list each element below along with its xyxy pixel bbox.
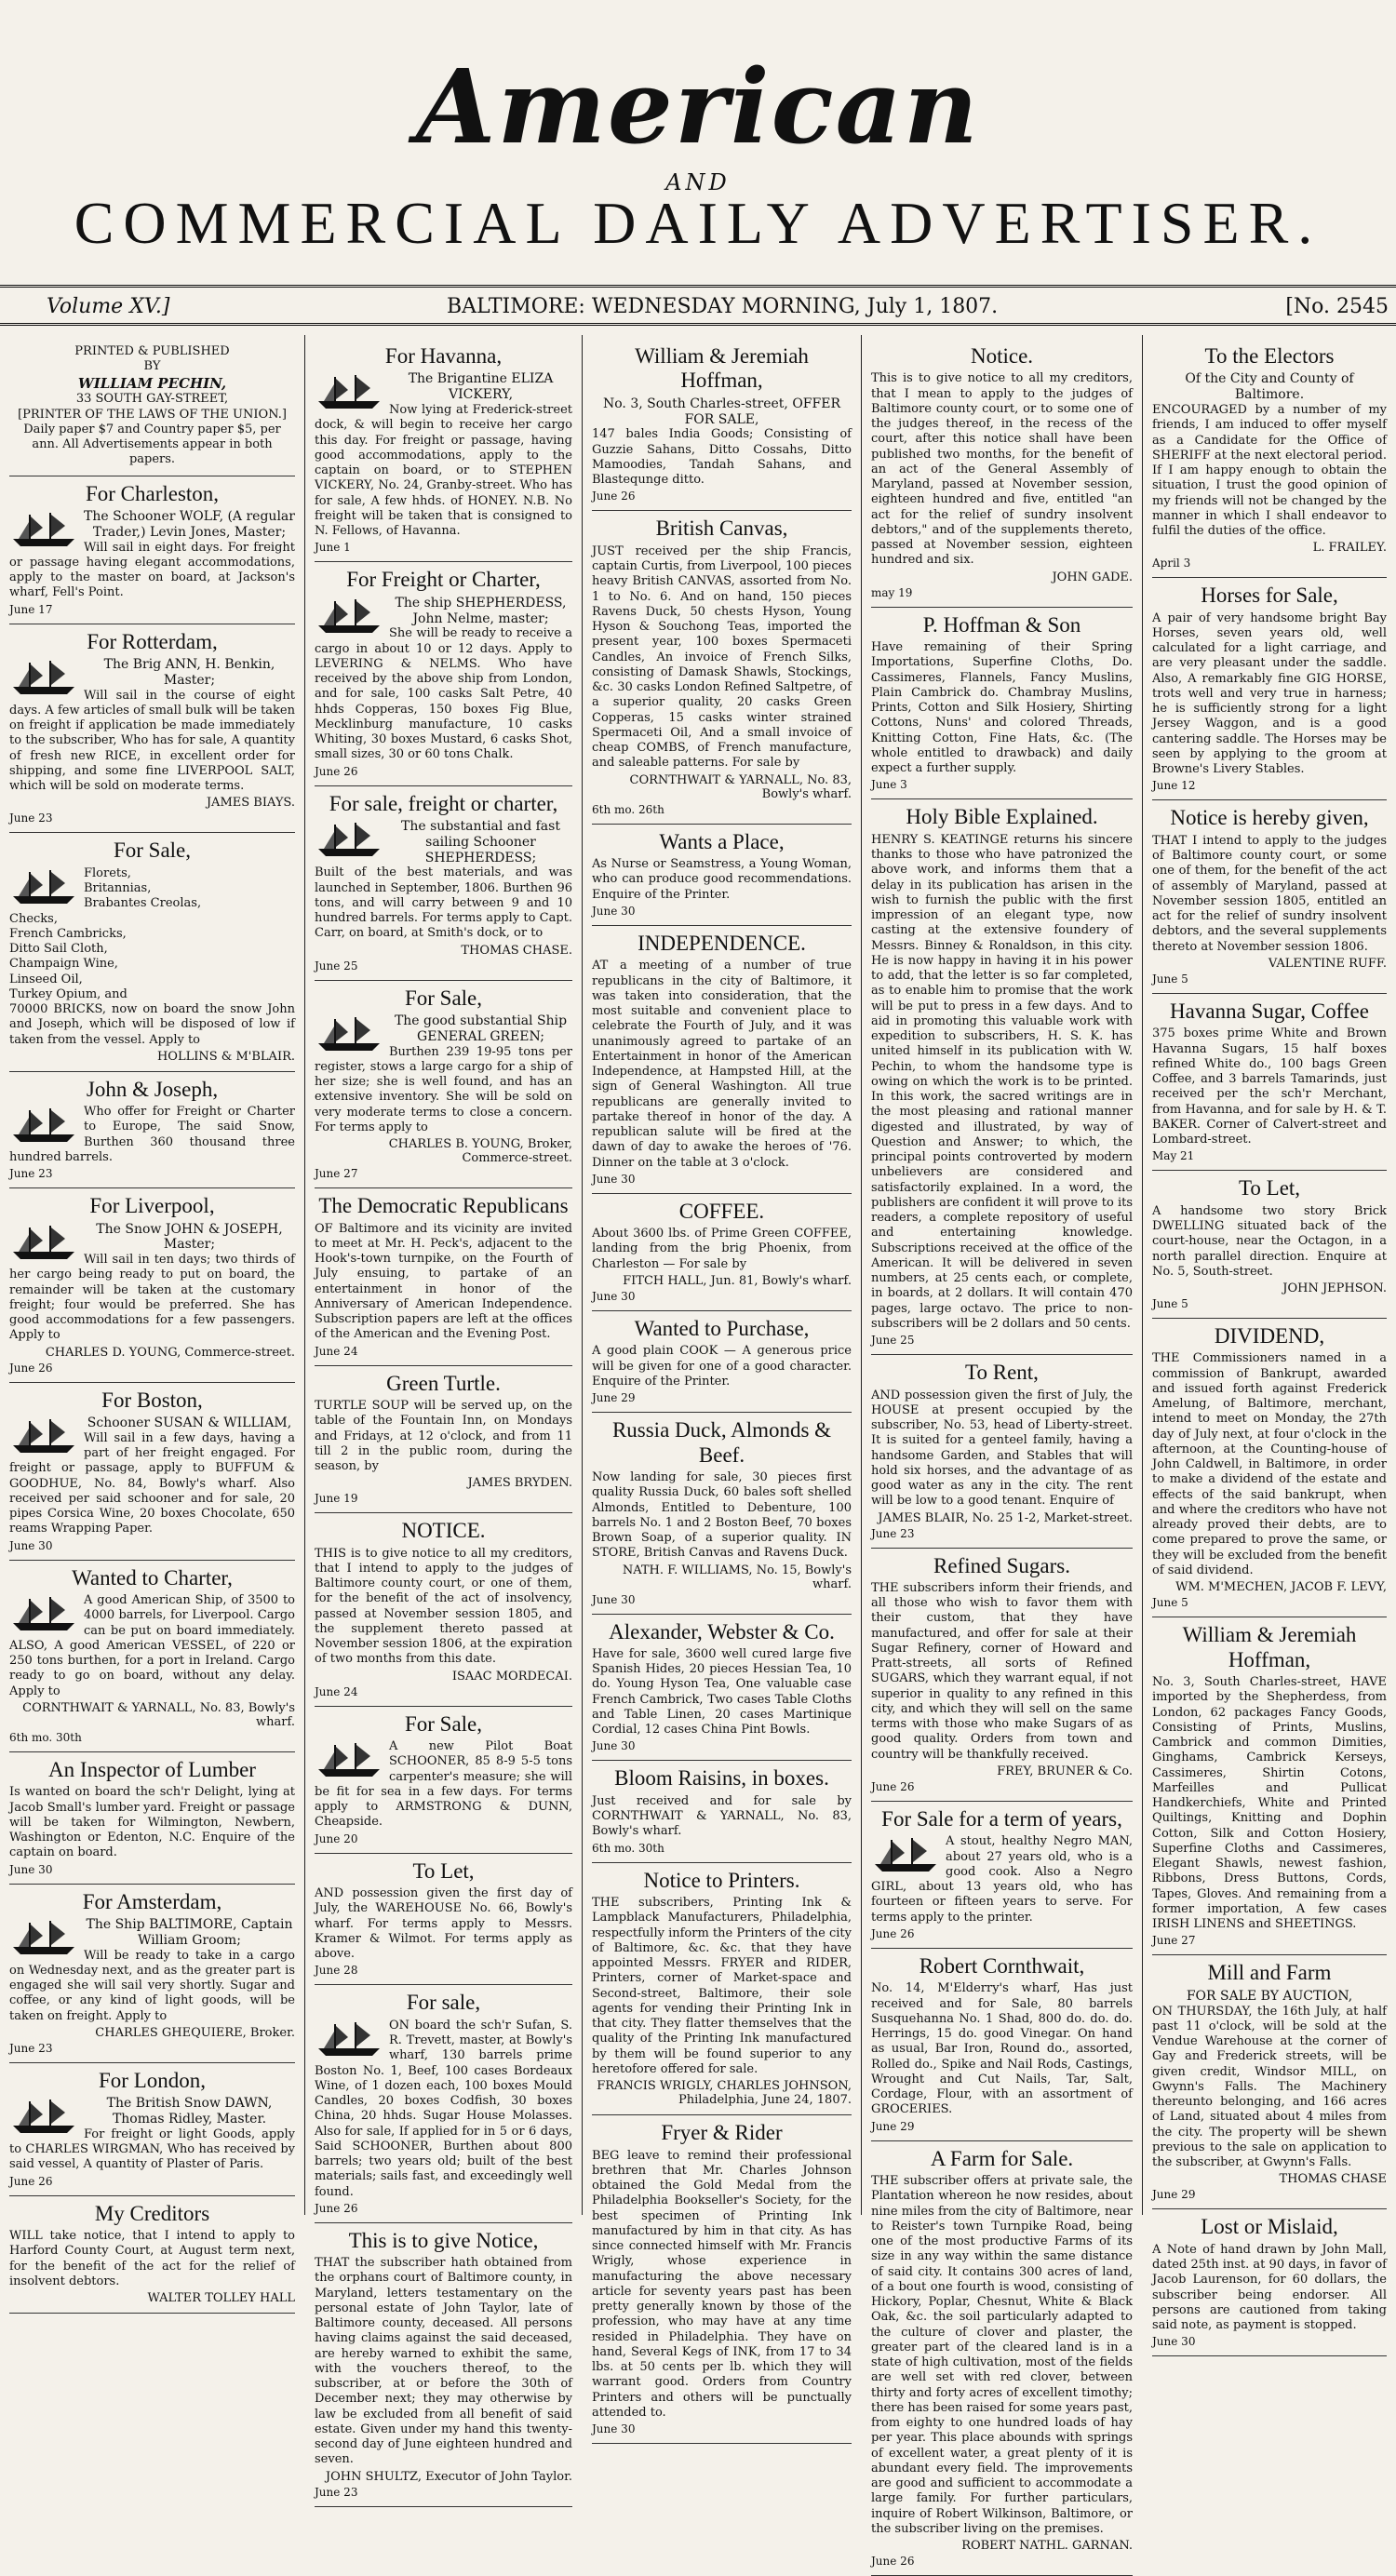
- advertisement: [315, 981, 572, 1189]
- ad-subtitle: The Snow JOHN & JOSEPH, Master;: [96, 1221, 283, 1253]
- publisher-office: [PRINTER OF THE LAWS OF THE UNION.]: [18, 407, 287, 422]
- advertisement: [315, 786, 572, 981]
- ad-body: THAT I intend to apply to the judges of Baltimore county court, or some one of them, for the benefit of the act of assembly of Maryland, passed at November session 1805, entitled an act for the relief of sundry insolvent debtors, and the several supplements thereto at November session 1806.: [1152, 833, 1387, 954]
- ad-signature: JOHN SHULTZ, Executor of John Taylor.: [325, 2469, 572, 2484]
- ad-signature: FRANCIS WRIGLY, CHARLES JOHNSON, Philadelphia, June 24, 1807.: [597, 2079, 852, 2108]
- ad-title: Bloom Raisins, in boxes.: [614, 1766, 829, 1791]
- ad-signature: ISAAC MORDECAI.: [451, 1669, 572, 1684]
- ad-date: June 30: [9, 1862, 53, 1876]
- ad-body: ON THURSDAY, the 16th July, at half past 11 o'clock, will be sold at the Vendue Warehouse at the corner of Gay and Frederick streets, will be given credit, Windsor MILL, on Gwynn's Falls. The Machinery thereunto belonging, and 166 acres of Land, situated about 4 miles from the city. The property will be shewn previous to the sale on application to the subscriber, at Gwynn's Falls.: [1152, 2004, 1387, 2170]
- publisher-address: 33 SOUTH GAY-STREET,: [75, 392, 229, 407]
- ad-title: Horses for Sale,: [1201, 584, 1338, 608]
- volume-number: Volume XV.]: [47, 295, 170, 318]
- ship-icon: [9, 1919, 78, 1956]
- ad-body: She will be ready to receive a cargo in about 10 or 12 days. Apply to LEVERING & NELMS. Who have received by the above ship from London, and for sale, 100 casks Salt Petre, 40 hhds Copperas, 150 boxes Fig Blue, Mecklinburg manufacture, 10 casks Whiting, 30 boxes Mustard, 6 casks Shot, small sizes, 30 or 60 tons Chalk.: [315, 626, 572, 762]
- ad-body: A handsome two story Brick DWELLING situated back of the court-house, near the Octagon, in a north parallel direction. Enquire at No. 5, South-street.: [1152, 1203, 1387, 1279]
- ad-body: Burthen 239 19-95 tons per register, stows a large cargo for a ship of her size; she is well found, and has an extensive inventory. She will be sold on very moderate terms to close a concern. For terms apply to: [315, 1044, 572, 1134]
- ad-title: Robert Cornthwait,: [919, 1953, 1085, 1978]
- advertisement: [871, 1802, 1133, 1949]
- ad-signature: JOHN JEPHSON.: [1282, 1281, 1387, 1296]
- publisher-name: WILLIAM PECHIN,: [77, 374, 227, 392]
- ad-date: June 24: [315, 1344, 358, 1358]
- advertisement: [871, 799, 1133, 1355]
- ad-title: To Let,: [412, 1858, 475, 1883]
- ad-body: THE subscribers, Printing Ink & Lampblack Manufacturers, Philadelphia, respectfully inform the Printers of the city of Baltimore, &c. &c. that they have appointed Messrs. FRYER and RIDER, Printers, corner of Market-space and Second-street, Baltimore, their sole agents for vending their Printing Ink in that city. They flatter themselves that the quality of the Printing Ink manufactured by them will be found superior to any heretofore offered for sale.: [592, 1896, 852, 2076]
- advertisement: [1152, 1617, 1387, 1955]
- ad-date: 6th mo. 26th: [592, 802, 664, 816]
- list-item: Linseed Oil,: [9, 972, 83, 986]
- ad-body: A good plain COOK — A generous price will be given for one of a good character. Enquire of the Printer.: [592, 1344, 852, 1389]
- advertisement: [871, 1549, 1133, 1802]
- advertisement: [9, 2196, 295, 2314]
- ad-subtitle: The Brigantine ELIZA VICKERY,: [408, 371, 554, 403]
- ad-date: June 30: [592, 1592, 636, 1606]
- advertisement: [592, 926, 852, 1194]
- ship-icon: [9, 1417, 78, 1455]
- ad-body: AND possession given the first day of July, the WAREHOUSE No. 66, Bowly's wharf. For terms apply to Messrs. Kramer & Wilmot. For terms apply as above.: [315, 1886, 572, 1962]
- advertisement: [315, 562, 572, 785]
- ad-date: June 30: [592, 1172, 636, 1186]
- ship-icon: [871, 1836, 940, 1873]
- ad-title: Lost or Mislaid,: [1201, 2215, 1338, 2239]
- advertisement: [1152, 1171, 1387, 1319]
- ad-date: June 17: [9, 602, 53, 616]
- ad-title: INDEPENDENCE.: [638, 931, 806, 955]
- ad-body: ENCOURAGED by a number of my friends, I am induced to offer myself as a Candidate for the Office of SHERIFF at the next electoral period. If I am happy enough to obtain the situation, I trust the good opinion of my friends will not be changed by the manner in which I shall endeavor to fulfil the duties of the office.: [1152, 403, 1387, 539]
- ad-date: June 12: [1152, 779, 1196, 793]
- ad-title: For Rotterdam,: [87, 629, 218, 653]
- ad-date: June 23: [9, 812, 53, 825]
- ad-body: THIS is to give notice to all my creditors, that I intend to apply to the judges of Baltimore county court, or one of them, for the benefit of the act of insolvency, passed at November session 1805, and the supplement thereto passed at November session 1806, at the expiration of two months from this date.: [315, 1546, 572, 1667]
- column-1-ads: [9, 476, 295, 2314]
- ad-body: Who offer for Freight or Charter to Europe, The said Snow, Burthen 360 thousand three hundred barrels.: [9, 1105, 295, 1164]
- ad-date: June 24: [315, 1684, 358, 1698]
- ship-icon: [315, 597, 383, 635]
- ship-icon: [9, 659, 78, 696]
- ad-date: June 23: [9, 1167, 53, 1181]
- ship-icon: [9, 2098, 78, 2135]
- ad-signature: FREY, BRUNER & Co.: [997, 1764, 1133, 1778]
- advertisement: [9, 1383, 295, 1561]
- advertisement: [592, 1863, 852, 2115]
- ship-icon: [315, 821, 383, 858]
- ad-date: June 1: [315, 541, 351, 555]
- column-3: [583, 335, 862, 2436]
- ad-date: June 26: [315, 2201, 358, 2215]
- advertisement: [1152, 1955, 1387, 2209]
- advertisement: [871, 339, 1133, 608]
- ad-title: Russia Duck, Almonds & Beef.: [611, 1418, 832, 1467]
- ad-date: June 26: [315, 764, 358, 778]
- advertisement: [592, 1615, 852, 1762]
- ad-title: For sale, freight or charter,: [329, 791, 558, 815]
- ad-title: An Inspector of Lumber: [48, 1757, 256, 1781]
- advertisement: [592, 2115, 852, 2444]
- publisher-line1: PRINTED & PUBLISHED: [74, 344, 230, 358]
- advertisement: [315, 1188, 572, 1365]
- advertisement: [9, 624, 295, 834]
- column-5-ads: [1152, 339, 1387, 2356]
- ship-icon: [9, 868, 78, 906]
- ad-date: may 19: [871, 585, 913, 599]
- ad-body: AT a meeting of a number of true republicans in the city of Baltimore, it was taken into consideration, that the most suitable and convenient place to celebrate the Fourth of July, and it was unanimously agreed to partake of an Entertainment in honor of the American Independence, at Hampsted Hill, at the sign of General Washington. All true republicans are generally invited to partake thereof in honor of the day. A republican salute will be fired at the dawn of day to awake the heroes of '76. Dinner on the table at 3 o'clock.: [592, 959, 852, 1170]
- ad-date: June 27: [315, 1167, 358, 1181]
- publisher-terms: Daily paper $7 and Country paper $5, per ann. All Advertisements appear in both papers.: [23, 422, 281, 467]
- list-item: Britannias,: [84, 881, 152, 895]
- column-4-ads: [871, 339, 1133, 2576]
- ad-body: THE subscribers inform their friends, and all those who wish to favor them with their custom, that they have manufactured, and offer for sale at their Sugar Refinery, corner of Howard and Pratt-streets, all sorts of Refined SUGARS, which they warrant equal, if not superior in quality to any refined in this city, and which they will sell on the same terms with those who make Sugars of as good quality. Orders from town and country will be thankfully received.: [871, 1580, 1133, 1762]
- masthead-title-script: American: [416, 47, 980, 167]
- list-item: Turkey Opium, and: [9, 986, 128, 1001]
- ad-body: THAT the subscriber hath obtained from the orphans court of Baltimore county, in Maryland, letters testamentary on the personal estate of John Taylor, late of Baltimore county, deceased. All persons having claims against the said deceased, are hereby warned to exhibit the same, with the vouchers thereof, to the subscriber, at or before the 30th of December next; they may otherwise by law be excluded from all benefit of said estate. Given under my hand this twenty-second day of June eighteen hundred and seven.: [315, 2256, 572, 2467]
- ad-date: 6th mo. 30th: [592, 1841, 664, 1855]
- advertisement: [871, 1949, 1133, 2141]
- ad-body: JUST received per the ship Francis, captain Curtis, from Liverpool, 100 pieces heavy British CANVAS, assorted from No. 1 to No. 6. And on hand, 150 pieces Ravens Duck, 50 chests Hyson, Young Hyson & Souchong Teas, imported the present year, 100 boxes Spermaceti Candles, An invoice of French Silks, consisting of Damask Shawls, Stockings, &c. 30 casks London Refined Saltpetre, of a superior quality, 20 casks Green Copperas, 15 casks winter strained Spermaceti Oil, And a small invoice of cheap COMBS, of French manufacture, and saleable patterns. For sale by: [592, 543, 852, 771]
- column-1: [0, 335, 305, 2306]
- ship-icon: [315, 2020, 383, 2058]
- ad-title: Havanna Sugar, Coffee: [1170, 999, 1369, 1023]
- ad-date: June 26: [871, 2555, 915, 2568]
- ad-signature: JOHN GADE.: [1052, 570, 1133, 584]
- ad-date: April 3: [1152, 557, 1191, 570]
- ad-date: June 28: [315, 1964, 358, 1978]
- ad-date: June 25: [315, 959, 358, 973]
- advertisement: [9, 476, 295, 624]
- ad-date: June 30: [9, 1538, 53, 1552]
- advertisement: [1152, 339, 1387, 578]
- ad-body: ON board the sch'r Sufan, S. R. Trevett, master, at Bowly's wharf, 130 barrels prime Boston No. 1, Beef, 100 cases Bordeaux Wine, of 1 dozen each, 100 boxes Mould Candles, 20 boxes Codfish, 30 boxes China, 20 hhds. Sugar House Molasses. Also for sale, If applied for in 5 or 6 days, Said SCHOONER, Burthen about 800 barrels; two years old; built of the best materials; sails fast, and exceedingly well found.: [315, 2018, 572, 2199]
- ad-title: John & Joseph,: [86, 1077, 219, 1101]
- ad-subtitle: The Schooner WOLF, (A regular Trader,) Levin Jones, Master;: [84, 508, 295, 540]
- ad-body: THE Commissioners named in a commission of Bankrupt, awarded and issued forth against Frederick Amelung, of Baltimore, merchant, intend to meet on Monday, the 27th day of July next, at four o'clock in the afternoon, at the Counting-house of John Caldwell, in Baltimore, in order to make a dividend of the estate and effects of the said bankrupt, when and where the creditors who have not already proved their debts, are to come prepared to prove the same, or they will be excluded from the benefit of said dividend.: [1152, 1351, 1387, 1577]
- advertisement: [1152, 2209, 1387, 2356]
- ad-signature: CHARLES B. YOUNG, Broker, Commerce-street.: [388, 1137, 572, 1166]
- ad-body: Now landing for sale, 30 pieces first quality Russia Duck, 60 bales soft shelled Almonds, Entitled to Debenture, 100 barrels No. 1 and 2 Boston Beef, 70 boxes Brown Soap, of a superior quality. IN STORE, British Canvas and Ravens Duck.: [592, 1470, 852, 1561]
- ad-signature: NATH. F. WILLIAMS, No. 15, Bowly's wharf.: [622, 1563, 852, 1591]
- ad-body: No. 14, M'Elderry's wharf, Has just received and for Sale, 80 barrels Susquehanna No. 1 Shad, 800 do. do. do. Herrings, 15 do. good Vinegar. On hand as usual, Bar Iron, Round do., assorted, Rolled do., Spike and Nail Rods, Castings, Wrought and Cut Nails, Tar, Salt, Cordage, Flour, with an assortment of GROCERIES.: [871, 1981, 1133, 2117]
- ship-icon: [9, 1595, 78, 1632]
- ad-body: 70000 BRICKS, now on board the snow John and Joseph, which will be disposed of low if taken from the vessel. Apply to: [9, 1002, 295, 1047]
- ad-title: For Sale for a term of years,: [881, 1806, 1122, 1831]
- advertisement: [9, 1885, 295, 2063]
- ad-subtitle: The Ship BALTIMORE, Captain William Groom;: [86, 1917, 293, 1948]
- ad-subtitle: No. 3, South Charles-street, OFFER FOR SALE,: [603, 396, 840, 427]
- ad-signature: CORNTHWAIT & YARNALL, No. 83, Bowly's wharf.: [22, 1700, 295, 1729]
- ad-title: My Creditors: [94, 2201, 210, 2225]
- list-item: Florets,: [84, 865, 131, 880]
- advertisement: [871, 608, 1133, 800]
- advertisement: [592, 825, 852, 926]
- ad-body: A stout, healthy Negro MAN, about 27 years old, who is a good cook. Also a Negro GIRL, about 13 years old, who has fourteen or fifteen years to serve. For terms apply to the printer.: [871, 1834, 1133, 1925]
- advertisement: [315, 2223, 572, 2507]
- ad-date: June 29: [592, 1391, 636, 1405]
- ad-title: William & Jeremiah Hoffman,: [635, 344, 809, 393]
- ad-body: Will be ready to take in a cargo on Wednesday next, and as the greater part is engaged she will sail very shortly. Sugar and coffee, or any kind of light goods, will be taken on freight. Apply to: [9, 1948, 295, 2023]
- advertisement: [9, 1561, 295, 1752]
- ad-subtitle: The good substantial Ship GENERAL GREEN;: [394, 1013, 568, 1044]
- ship-icon: [315, 373, 383, 410]
- ad-body: Will sail in the course of eight days. A few articles of small bulk will be taken on freight if application be made immediately to the subscriber, Who has for sale, A quantity of fresh new RICE, in excellent order for shipping, and some fine LIVERPOOL SALT, which will be sold on moderate terms.: [9, 688, 295, 794]
- advertisement: [592, 511, 852, 824]
- ad-title: Refined Sugars.: [933, 1553, 1070, 1577]
- advertisement: [1152, 994, 1387, 1171]
- advertisement: [592, 1761, 852, 1862]
- ad-body: About 3600 lbs. of Prime Green COFFEE, landing from the brig Phoenix, from Charleston — For sale by: [592, 1227, 852, 1271]
- ad-subtitle: Schooner SUSAN & WILLIAM,: [87, 1415, 292, 1431]
- ad-date: June 23: [871, 1526, 915, 1540]
- ad-body: A pair of very handsome bright Bay Horses, seven years old, well calculated for a light carriage, and are very pleasant under the saddle. Also, A remarkably fine GIG HORSE, trots well and very true in harness; he is sufficiently strong for a light Jersey Waggon, and is a good cantering saddle. The Horses may be seen by applying to the groom at Browne's Livery Stables.: [1152, 610, 1387, 777]
- ad-body: 375 boxes prime White and Brown Havanna Sugars, 15 half boxes refined White do., 100 bags Green Coffee, and 3 barrels Tamarinds, just received per the sch'r Merchant, from Havanna, and for sale by H. & T. BAKER. Corner of Calvert-street and Lombard-street.: [1152, 1026, 1387, 1147]
- ad-date: June 23: [9, 2041, 53, 2055]
- ad-signature: THOMAS CHASE: [1279, 2172, 1387, 2187]
- ad-date: June 26: [871, 1926, 915, 1940]
- advertisement: [592, 1413, 852, 1614]
- ad-title: NOTICE.: [401, 1519, 486, 1543]
- list-item: Brabantes Creolas,: [84, 896, 202, 911]
- ad-date: June 29: [1152, 2188, 1196, 2202]
- ad-body: WILL take notice, that I intend to apply to Harford County Court, at August term next, for the benefit of the act for the relief of insolvent debtors.: [9, 2229, 295, 2288]
- ad-subtitle: The Brig ANN, H. Benkin, Master;: [103, 656, 275, 688]
- ad-title: For London,: [99, 2068, 206, 2092]
- ad-signature: WALTER TOLLEY HALL: [147, 2291, 295, 2306]
- ad-title: To Let,: [1238, 1176, 1301, 1201]
- ad-title: Wants a Place,: [659, 829, 785, 853]
- columns: [0, 335, 1396, 2568]
- ad-date: June 26: [592, 490, 636, 503]
- ad-body: 147 bales India Goods; Consisting of Guzzie Sahans, Ditto Cossahs, Ditto Mamoodies, Tandah Sahans, and Blastequnge ditto.: [592, 427, 852, 488]
- ad-title: Holy Bible Explained.: [906, 805, 1098, 829]
- ad-title: For Boston,: [101, 1388, 203, 1412]
- ad-date: June 19: [315, 1492, 358, 1506]
- ad-title: Notice to Printers.: [643, 1868, 800, 1892]
- ad-date: June 30: [592, 1289, 636, 1303]
- ad-title: For Freight or Charter,: [346, 568, 541, 592]
- ad-signature: CORNTHWAIT & YARNALL, No. 83, Bowly's wharf.: [629, 772, 852, 801]
- ad-signature: WM. M'MECHEN, JACOB F. LEVY,: [1175, 1580, 1387, 1595]
- ad-body: Have for sale, 3600 well cured large five Spanish Hides, 20 pieces Hessian Tea, 10 do. Young Hyson Tea, One valuable case French Cambrick, Two cases Table Cloths and Table Linen, 20 cases Martinique Cordial, 12 cases China Pint Bowls.: [592, 1646, 852, 1737]
- ad-signature: JAMES BLAIR, No. 25 1-2, Market-street.: [878, 1510, 1133, 1525]
- ad-body: As Nurse or Seamstress, a Young Woman, who can produce good recommendations. Enquire of the Printer.: [592, 857, 852, 902]
- ad-signature: JAMES BRYDEN.: [467, 1476, 572, 1491]
- ad-signature: CHARLES GHEQUIERE, Broker.: [95, 2025, 295, 2040]
- ad-title: To the Electors: [1204, 344, 1335, 368]
- ad-title: Mill and Farm: [1207, 1961, 1332, 1985]
- ad-signature: THOMAS CHASE.: [461, 943, 572, 958]
- ad-date: June 26: [9, 1361, 53, 1375]
- ad-body: No. 3, South Charles-street, HAVE imported by the Shepherdess, from London, 62 packages Fancy Goods, Consisting of Prints, Muslins, Cambrick and common Dimities, Ginghams, Cambrick Kerseys, Cassimeres, Shirtin Cotons, Marfeilles and Pullicat Handkerchiefs, White and Printed Quiltings, Knitting and Dophin Cotton, Silk and Cotton Hosiery, Superfine Cloths and Cassimeres, Elegant Shawls, newest fashion, Ribbons, Dress Buttons, Cords, Tapes, Gloves. And remaining from a former importation, A few cases IRISH LINENS and SHEETINGS.: [1152, 1675, 1387, 1932]
- ad-date: June 29: [871, 2119, 915, 2133]
- advertisement: [315, 1513, 572, 1706]
- ad-date: June 26: [871, 1779, 915, 1793]
- advertisement: [315, 339, 572, 562]
- advertisement: [1152, 1319, 1387, 1617]
- advertisement: [9, 2063, 295, 2196]
- place-and-date: BALTIMORE: WEDNESDAY MORNING, July 1, 1807.: [447, 295, 999, 318]
- column-2: [305, 335, 583, 2499]
- ad-body: THE subscriber offers at private sale, the Plantation whereon he now resides, about nine miles from the city of Baltimore, near to Reister's town Turnpike Road, being one of the most productive Farms of its size in any way within the same distance of said city. It contains 300 acres of land, of a bout one fourth is wood, consisting of Hickory, Poplar, Chesnut, White & Black Oak, &c. the soil particularly adapted to the culture of clover and plaster, the greater part of the cleared land is in a state of high cultivation, most of the fields are well set with red clover, between thirty and forty acres of excellent timothy; there has been raised for some years past, from eighty to one hundred loads of hay per year. This place abounds with springs of excellent water, a great plenty of it is abundant every field. The improvements are good and sufficient to accommodate a large family. For further particulars, inquire of Robert Wilkinson, Baltimore, or the subscriber living on the premises.: [871, 2174, 1133, 2536]
- ad-date: June 25: [871, 1334, 915, 1348]
- ad-body: AND possession given the first of July, the HOUSE at present occupied by the subscriber, No. 53, head of Liberty-street. It is suited for a genteel family, having a handsome Garden, and Stables that will hold six horses, and the advantage of as good water as any in the city. The rent will be low to a good tenant. Enquire of: [871, 1388, 1133, 1509]
- ad-body: HENRY S. KEATINGE returns his sincere thanks to those who have patronized the above work, and informs them that a delay in its publication has arisen in the wish to furnish the public with the first impression of an elegant type, now casting at the extensive foundery of Messrs. Binney & Ronaldson, in this city. He is now happy in having it in his power to add, that the letter is so far completed, as to enable him to promise that the work will be put to press in a few days. And to aid in promoting this valuable work with expedition to subscribers, H. S. K. has united himself in its publication with W. Pechin, to whom the handsome type is owing on which the work is to be printed. In this work, the sacred writings are in the most pleasing and rational manner digested and illustrated, by way of Question and Answer; to which, the principal points controverted by modern unbelievers are considered and satisfactorily explained. In a word, the publishers are confident it will prove to its readers, a complete repository of useful and entertaining knowledge. Subscriptions received at the office of the American. It will be delivered in seven numbers, at 25 cents each, or complete, in boards, at 2 dollars. It will contain 470 pages, large octavo. The price to non-subscribers will be 2 dollars and 50 cents.: [871, 832, 1133, 1331]
- ad-body: A new Pilot Boat SCHOONER, 85 8-9 5-5 tons carpenter's measure; she will be fit for sea in a few days. For terms apply to ARMSTRONG & DUNN, Cheapside.: [315, 1739, 572, 1830]
- ad-body: Will sail in eight days. For freight or passage having elegant accommodations, apply to the master on board, at Jackson's wharf, Fell's Point.: [9, 540, 295, 600]
- ad-body: Is wanted on board the sch'r Delight, lying at Jacob Small's lumber yard. Freight or passage will be taken for Wilmington, Newbern, Washington or Edenton, N.C. Enquire of the captain on board.: [9, 1785, 295, 1860]
- ad-date: June 30: [592, 904, 636, 918]
- ad-date: June 27: [1152, 1934, 1196, 1948]
- column-5: [1143, 335, 1396, 2349]
- ad-body: Built of the best materials, and was launched in September, 1806. Burthen 96 tons, and will carry between 9 and 10 hundred barrels. For terms apply to Capt. Carr, on board, at Smith's dock, or to: [315, 865, 572, 941]
- ad-title: A Farm for Sale.: [930, 2146, 1074, 2170]
- ship-icon: [9, 1107, 78, 1144]
- ad-title: For Sale,: [404, 1711, 483, 1736]
- ad-date: June 30: [592, 2422, 636, 2436]
- list-item: Checks,: [9, 911, 58, 926]
- ad-date: June 5: [1152, 1297, 1188, 1311]
- list-item: French Cambricks,: [9, 926, 127, 941]
- ship-icon: [9, 1224, 78, 1261]
- ad-body: BEG leave to remind their professional brethren that Mr. Charles Johnson obtained the Gold Medal from the Philadelphia Bookseller's Society, for the best specimen of Printing Ink manufactured by him in that city. As has since connected himself with Mr. Francis Wrigly, whose experience in manufacturing the above necessary article for seventy years past has been pretty generally known by those of the profession, who may have at any time resided in Philadelphia. They have on hand, Several Kegs of INK, from 17 to 34 lbs. at 50 cents per lb. which they will warrant good. Orders from Country Printers and others will be punctually attended to.: [592, 2148, 852, 2420]
- column-2-ads: [315, 339, 572, 2507]
- advertisement: [315, 1366, 572, 1514]
- advertisement: [592, 1311, 852, 1413]
- ad-title: For Sale,: [404, 986, 483, 1010]
- ad-signature: HOLLINS & M'BLAIR.: [156, 1049, 295, 1064]
- ad-date: June 5: [1152, 972, 1188, 986]
- advertisement: [871, 1355, 1133, 1548]
- ad-body: This is to give notice to all my creditors, that I mean to apply to the judges of Baltimore county court, or to some one of the judges thereof, in the recess of the court, after this notice shall have been published two months, for the benefit of an act of the General Assembly of Maryland, passed at November session, eighteen hundred and five, entitled "an act for the relief of sundry insolvent debtors," and of the supplements thereto, passed at November session, eighteen hundred and six.: [871, 371, 1133, 568]
- ad-body: OF Baltimore and its vicinity are invited to meet at Mr. H. Peck's, adjacent to the Hook's-town turnpike, on the Fourth of July ensuing, to partake of an entertainment in honor of the Anniversary of American Independence. Subscription papers are left at the offices of the American and the Evening Post.: [315, 1221, 572, 1342]
- ad-date: June 26: [9, 2174, 53, 2188]
- advertisement: [871, 2141, 1133, 2576]
- ad-title: For Liverpool,: [89, 1194, 215, 1218]
- ad-subtitle: Of the City and County of Baltimore.: [1185, 371, 1354, 403]
- advertisement: [592, 339, 852, 511]
- ad-title: Notice.: [970, 344, 1034, 368]
- ad-date: June 23: [315, 2485, 358, 2499]
- ad-signature: L. FRAILEY.: [1312, 541, 1387, 556]
- advertisement: [9, 1188, 295, 1383]
- advertisement: [1152, 800, 1387, 993]
- advertisement: [315, 1985, 572, 2222]
- ad-title: To Rent,: [965, 1361, 1039, 1385]
- ad-title: Notice is hereby given,: [1170, 806, 1369, 830]
- masthead-title-and: AND: [665, 169, 731, 195]
- ad-title: The Democratic Republicans: [318, 1194, 569, 1218]
- ad-date: June 30: [592, 1739, 636, 1753]
- ad-signature: ROBERT NATHL. GARNAN.: [961, 2539, 1133, 2553]
- issue-number: [No. 2545: [1285, 295, 1389, 318]
- ad-body: A good American Ship, of 3500 to 4000 barrels, for Liverpool. Cargo can be put on board immediately. ALSO, A good American VESSEL, of 220 or 250 tons burthen, for a port in Ireland. Cargo ready to go on board, without any delay. Apply to: [9, 1593, 295, 1698]
- ad-title: Alexander, Webster & Co.: [609, 1619, 835, 1644]
- ad-date: June 20: [315, 1831, 358, 1845]
- ad-title: For Sale,: [113, 839, 192, 863]
- ad-subtitle: The substantial and fast sailing Schooner SHEPHERDESS;: [401, 819, 560, 865]
- ad-title: Wanted to Charter,: [72, 1565, 233, 1590]
- ad-signature: JAMES BIAYS.: [206, 796, 295, 811]
- advertisement: [592, 1194, 852, 1311]
- ad-body: TURTLE SOUP will be served up, on the table of the Fountain Inn, on Mondays and Fridays, at 12 o'clock, and from 11 till 2 in the public room, during the season, by: [315, 1399, 572, 1474]
- ad-body: For freight or light Goods, apply to CHARLES WIRGMAN, Who has received by said vessel, A quantity of Plaster of Paris.: [9, 2127, 295, 2172]
- ad-title: This is to give Notice,: [348, 2228, 539, 2252]
- ship-icon: [315, 1741, 383, 1778]
- advertisement: [1152, 578, 1387, 800]
- advertisement: [9, 833, 295, 1071]
- ad-signature: FITCH HALL, Jun. 81, Bowly's wharf.: [623, 1273, 852, 1288]
- ad-date: June 3: [871, 778, 907, 792]
- advertisement: [315, 1707, 572, 1854]
- ad-title: Fryer & Rider: [661, 2121, 783, 2145]
- ad-title: Wanted to Purchase,: [634, 1316, 810, 1340]
- ad-body: Have remaining of their Spring Importations, Superfine Cloths, Do. Cassimeres, Flannels, Fancy Muslins, Plain Cambrick do. Chambray Muslins, Prints, Cotton and Silk Hosiery, Shirting Cottons, Nuns' and colored Threads, Knitting Cotton, Fine Hats, &c. (The whole entitled to drawback) and daily expect a further supply.: [871, 640, 1133, 776]
- ad-date: May 21: [1152, 1149, 1195, 1163]
- ad-title: For Amsterdam,: [82, 1889, 222, 1913]
- ad-body: Will sail in ten days; two thirds of her cargo being ready to put on board, the remainder will be taken at the customary freight; four would be preferred. She has good accommodations for a few passengers. Apply to: [9, 1253, 295, 1343]
- ad-body: Just received and for sale by CORNTHWAIT & YARNALL, No. 83, Bowly's wharf.: [592, 1793, 852, 1839]
- advertisement: [9, 1752, 295, 1885]
- ad-body: A Note of hand drawn by John Mall, dated 25th inst. at 90 days, in favor of Jacob Laurenson, for 60 dollars, the subscriber being endorser. All persons are cautioned from taking said note, as payment is stopped.: [1152, 2242, 1387, 2333]
- ad-title: P. Hoffman & Son: [922, 612, 1081, 637]
- list-item: Champaign Wine,: [9, 957, 118, 972]
- list-item: Ditto Sail Cloth,: [9, 942, 108, 956]
- publisher-block: [9, 339, 295, 476]
- ad-title: DIVIDEND,: [1214, 1324, 1325, 1348]
- ad-subtitle: FOR SALE BY AUCTION,: [1186, 1988, 1353, 2004]
- ship-icon: [9, 511, 78, 548]
- ad-title: For Charleston,: [85, 481, 220, 505]
- column-4: [862, 335, 1143, 2568]
- dateline: [0, 285, 1396, 326]
- ad-title: COFFEE.: [678, 1199, 765, 1223]
- masthead: [0, 0, 1396, 279]
- masthead-title-main: COMMERCIAL DAILY ADVERTISER.: [74, 190, 1322, 256]
- ad-date: 6th mo. 30th: [9, 1730, 82, 1744]
- ad-signature: CHARLES D. YOUNG, Commerce-street.: [45, 1345, 295, 1360]
- ad-subtitle: The British Snow DAWN, Thomas Ridley, Master.: [106, 2096, 273, 2127]
- advertisement: [9, 1072, 295, 1188]
- ad-body: Now lying at Frederick-street dock, & will begin to receive her cargo this day. For freight or passage, having good accommodations, apply to the captain on board, or to STEPHEN VICKERY, No. 24, Granby-street. Who has for sale, A few hhds. of HONEY. N.B. No freight will be taken that is consigned to N. Fellows, of Havanna.: [315, 403, 572, 539]
- ship-icon: [315, 1015, 383, 1053]
- ad-title: For sale,: [406, 1991, 481, 2015]
- ad-date: June 30: [1152, 2335, 1196, 2349]
- ad-body: Will sail in a few days, having a part of her freight engaged. For freight or passage, apply to BUFFUM & GOODHUE, No. 84, Bowly's wharf. Also received per said schooner and for sale, 20 pipes Corsica Wine, 20 boxes Chocolate, 650 reams Wrapping Paper.: [9, 1430, 295, 1536]
- ad-title: Green Turtle.: [386, 1371, 501, 1395]
- ad-title: British Canvas,: [655, 517, 788, 541]
- ad-subtitle: The ship SHEPHERDESS, John Nelme, master;: [395, 595, 567, 626]
- publisher-line2: BY: [143, 359, 161, 374]
- ad-title: For Havanna,: [384, 344, 503, 368]
- ad-date: June 5: [1152, 1596, 1188, 1610]
- ad-title: William & Jeremiah Hoffman,: [1182, 1623, 1357, 1671]
- advertisement: [315, 1854, 572, 1986]
- column-3-ads: [592, 339, 852, 2444]
- ad-signature: VALENTINE RUFF.: [1268, 956, 1387, 971]
